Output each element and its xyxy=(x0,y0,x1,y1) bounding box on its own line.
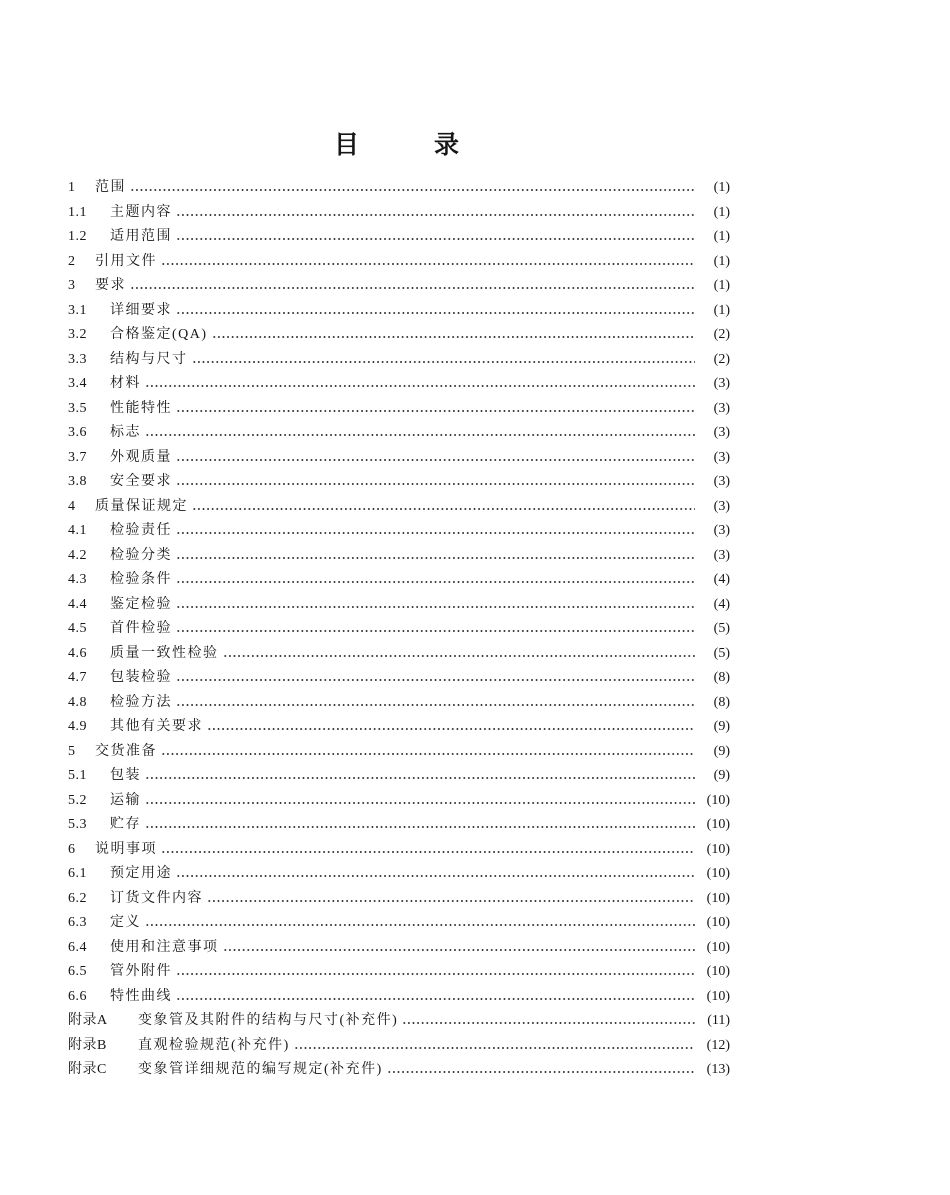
toc-entry xyxy=(68,1009,730,1034)
toc-dot-leader xyxy=(176,985,695,1010)
toc-entry-number: 3.5 xyxy=(68,400,87,416)
toc-entry xyxy=(68,838,730,863)
toc-entry-title: 定义 xyxy=(110,915,141,930)
toc-entry-page-number: (11) xyxy=(707,1013,730,1028)
toc-entry-page-number: (1) xyxy=(713,253,730,269)
toc-dot-leader xyxy=(212,323,695,348)
toc-dot-leader xyxy=(145,421,695,446)
toc-entry-title: 范围 xyxy=(95,180,126,195)
toc-entry-title: 检验方法 xyxy=(110,694,172,710)
toc-entry-number: 3.1 xyxy=(68,302,87,318)
toc-entry-number: 3.2 xyxy=(68,327,87,342)
toc-entry-number: 4.4 xyxy=(68,596,87,612)
toc-entry-number: 3 xyxy=(68,278,76,293)
toc-entry-page-number: (10) xyxy=(706,915,730,930)
toc-entry-page-number: (8) xyxy=(713,670,730,685)
toc-dot-leader xyxy=(176,299,695,324)
toc-entry-title: 包装检验 xyxy=(110,670,172,685)
toc-entry xyxy=(68,593,730,618)
toc-entry-number: 5.1 xyxy=(68,768,87,783)
toc-entry xyxy=(68,446,730,471)
toc-entry-number: 6 xyxy=(68,841,76,857)
toc-dot-leader xyxy=(130,274,695,299)
toc-entry-number: 6.2 xyxy=(68,890,87,906)
toc-entry-number: 5.2 xyxy=(68,792,87,808)
toc-entry-number: 附录A xyxy=(68,1013,108,1028)
toc-entry-title: 运输 xyxy=(110,792,141,808)
toc-entry-number: 6.4 xyxy=(68,939,87,955)
toc-entry-page-number: (3) xyxy=(713,474,730,489)
toc-entry-number: 3.6 xyxy=(68,425,87,440)
page-title: 目录 xyxy=(334,132,535,159)
toc-entry xyxy=(68,250,730,275)
toc-entry-title: 合格鉴定(QA) xyxy=(110,327,208,342)
toc-entry xyxy=(68,519,730,544)
toc-entry-number: 附录C xyxy=(68,1062,107,1077)
toc-entry-title: 质量保证规定 xyxy=(95,498,188,514)
toc-dot-leader xyxy=(145,372,695,397)
toc-entry-title: 使用和注意事项 xyxy=(110,939,219,955)
toc-dot-leader xyxy=(176,519,695,544)
toc-entry-number: 1.2 xyxy=(68,229,87,244)
toc-dot-leader xyxy=(145,764,695,789)
toc-entry xyxy=(68,789,730,814)
toc-entry xyxy=(68,1034,730,1059)
toc-entry xyxy=(68,617,730,642)
toc-dot-leader xyxy=(176,201,695,226)
toc-entry-title: 检验分类 xyxy=(110,547,172,563)
toc-entry-number: 3.8 xyxy=(68,474,87,489)
toc-entry-page-number: (2) xyxy=(713,351,730,367)
toc-entry xyxy=(68,225,730,250)
toc-entry-title: 检验条件 xyxy=(110,572,172,587)
toc-entry xyxy=(68,1058,730,1083)
toc-entry-title: 包装 xyxy=(110,768,141,783)
toc-entry-title: 质量一致性检验 xyxy=(110,645,219,661)
toc-entry-number: 6.1 xyxy=(68,866,87,881)
toc-entry-number: 6.6 xyxy=(68,988,87,1004)
toc-entry-page-number: (5) xyxy=(713,621,730,636)
toc-entry-title: 特性曲线 xyxy=(110,988,172,1004)
toc-entry-page-number: (9) xyxy=(713,719,730,734)
toc-entry xyxy=(68,544,730,569)
toc-dot-leader xyxy=(207,715,695,740)
toc-dot-leader xyxy=(176,862,695,887)
toc-entry-page-number: (9) xyxy=(713,768,730,783)
toc-entry xyxy=(68,764,730,789)
toc-entry-number: 3.3 xyxy=(68,351,87,367)
toc-entry-title: 引用文件 xyxy=(95,253,157,269)
toc-entry-number: 4.7 xyxy=(68,670,87,685)
toc-entry-number: 6.3 xyxy=(68,915,87,930)
toc-entry-page-number: (2) xyxy=(713,327,730,342)
toc-entry xyxy=(68,666,730,691)
toc-entry-number: 4.6 xyxy=(68,645,87,661)
toc-entry xyxy=(68,323,730,348)
toc-dot-leader xyxy=(145,789,695,814)
toc-entry-number: 5 xyxy=(68,743,76,759)
toc-entry-title: 标志 xyxy=(110,425,141,440)
toc-entry-page-number: (3) xyxy=(713,425,730,440)
toc-entry-page-number: (3) xyxy=(713,547,730,563)
toc-entry-page-number: (13) xyxy=(706,1062,730,1077)
toc-entry-page-number: (3) xyxy=(713,523,730,538)
toc-dot-leader xyxy=(223,642,696,667)
toc-dot-leader xyxy=(294,1034,695,1059)
toc-dot-leader xyxy=(223,936,696,961)
toc-dot-leader xyxy=(176,617,695,642)
toc-entry xyxy=(68,911,730,936)
toc-entry-page-number: (12) xyxy=(706,1037,730,1053)
toc-entry-page-number: (1) xyxy=(713,278,730,293)
toc-entry-title: 订货文件内容 xyxy=(110,890,203,906)
toc-entry xyxy=(68,691,730,716)
toc-entry-title: 安全要求 xyxy=(110,474,172,489)
toc-entry-page-number: (10) xyxy=(706,939,730,955)
toc-entry-number: 附录B xyxy=(68,1037,107,1053)
toc-entry-title: 贮存 xyxy=(110,817,141,832)
toc-entry-title: 直观检验规范(补充件) xyxy=(138,1037,290,1053)
toc-entry-title: 交货准备 xyxy=(95,743,157,759)
toc-entry-number: 4.3 xyxy=(68,572,87,587)
toc-entry-title: 详细要求 xyxy=(110,302,172,318)
toc-entry xyxy=(68,813,730,838)
toc-entry-page-number: (3) xyxy=(713,376,730,391)
toc-entry-number: 3.7 xyxy=(68,449,87,465)
toc-entry xyxy=(68,176,730,201)
toc-entry-page-number: (10) xyxy=(706,964,730,979)
toc-entry-title: 其他有关要求 xyxy=(110,719,203,734)
toc-entry-title: 外观质量 xyxy=(110,449,172,465)
table-of-contents xyxy=(68,176,730,1083)
toc-entry-title: 材料 xyxy=(110,376,141,391)
toc-entry-title: 结构与尺寸 xyxy=(110,351,188,367)
toc-dot-leader xyxy=(176,960,695,985)
toc-entry-number: 4.1 xyxy=(68,523,87,538)
toc-entry-title: 变象管详细规范的编写规定(补充件) xyxy=(138,1062,383,1077)
toc-entry-number: 2 xyxy=(68,253,76,269)
toc-entry xyxy=(68,299,730,324)
toc-entry-page-number: (1) xyxy=(713,302,730,318)
toc-entry-page-number: (8) xyxy=(713,694,730,710)
toc-dot-leader xyxy=(402,1009,695,1034)
toc-entry xyxy=(68,642,730,667)
toc-entry-number: 4 xyxy=(68,498,76,514)
toc-dot-leader xyxy=(161,250,695,275)
toc-entry-page-number: (4) xyxy=(713,596,730,612)
toc-entry xyxy=(68,862,730,887)
toc-entry-page-number: (5) xyxy=(713,645,730,661)
toc-entry-page-number: (10) xyxy=(706,988,730,1004)
toc-dot-leader xyxy=(176,691,695,716)
toc-entry-page-number: (3) xyxy=(713,498,730,514)
toc-entry-page-number: (1) xyxy=(713,180,730,195)
toc-entry xyxy=(68,936,730,961)
toc-dot-leader xyxy=(176,666,695,691)
toc-entry-page-number: (10) xyxy=(706,890,730,906)
toc-dot-leader xyxy=(161,838,695,863)
toc-entry-number: 6.5 xyxy=(68,964,87,979)
toc-entry xyxy=(68,887,730,912)
toc-dot-leader xyxy=(176,397,695,422)
toc-dot-leader xyxy=(130,176,695,201)
toc-entry xyxy=(68,495,730,520)
toc-entry-title: 首件检验 xyxy=(110,621,172,636)
toc-entry xyxy=(68,421,730,446)
toc-entry-page-number: (9) xyxy=(713,743,730,759)
toc-entry xyxy=(68,985,730,1010)
toc-entry xyxy=(68,470,730,495)
toc-dot-leader xyxy=(192,348,696,373)
toc-entry-page-number: (1) xyxy=(713,204,730,220)
toc-dot-leader xyxy=(176,446,695,471)
toc-entry-page-number: (4) xyxy=(713,572,730,587)
toc-entry xyxy=(68,568,730,593)
toc-dot-leader xyxy=(387,1058,695,1083)
toc-entry-title: 要求 xyxy=(95,278,126,293)
toc-entry xyxy=(68,740,730,765)
toc-dot-leader xyxy=(176,544,695,569)
toc-entry-number: 1.1 xyxy=(68,204,87,220)
toc-entry-title: 管外附件 xyxy=(110,964,172,979)
toc-entry-page-number: (3) xyxy=(713,400,730,416)
toc-dot-leader xyxy=(176,593,695,618)
toc-entry-title: 预定用途 xyxy=(110,866,172,881)
toc-entry-title: 适用范围 xyxy=(110,229,172,244)
toc-entry xyxy=(68,201,730,226)
toc-entry-number: 3.4 xyxy=(68,376,87,391)
toc-entry xyxy=(68,397,730,422)
toc-dot-leader xyxy=(161,740,695,765)
toc-entry-title: 变象管及其附件的结构与尺寸(补充件) xyxy=(138,1013,399,1028)
toc-entry-title: 说明事项 xyxy=(95,841,157,857)
toc-entry-title: 主题内容 xyxy=(110,204,172,220)
toc-entry-page-number: (1) xyxy=(713,229,730,244)
toc-entry xyxy=(68,372,730,397)
toc-entry-number: 4.5 xyxy=(68,621,87,636)
toc-entry-number: 4.2 xyxy=(68,547,87,563)
toc-entry xyxy=(68,274,730,299)
toc-entry xyxy=(68,715,730,740)
toc-dot-leader xyxy=(192,495,695,520)
toc-entry-page-number: (10) xyxy=(706,866,730,881)
toc-entry-number: 1 xyxy=(68,180,76,195)
toc-dot-leader xyxy=(176,225,695,250)
toc-dot-leader xyxy=(176,470,695,495)
toc-entry-page-number: (10) xyxy=(706,817,730,832)
toc-entry-number: 4.9 xyxy=(68,719,87,734)
toc-entry-page-number: (10) xyxy=(706,792,730,808)
toc-entry-title: 性能特性 xyxy=(110,400,172,416)
toc-dot-leader xyxy=(207,887,695,912)
toc-entry-number: 4.8 xyxy=(68,694,87,710)
toc-dot-leader xyxy=(145,813,695,838)
toc-entry-number: 5.3 xyxy=(68,817,87,832)
toc-entry xyxy=(68,960,730,985)
toc-dot-leader xyxy=(145,911,695,936)
toc-entry-page-number: (10) xyxy=(706,841,730,857)
toc-entry-title: 鉴定检验 xyxy=(110,596,172,612)
toc-entry xyxy=(68,348,730,373)
toc-entry-title: 检验责任 xyxy=(110,523,172,538)
toc-entry-page-number: (3) xyxy=(713,449,730,465)
toc-dot-leader xyxy=(176,568,695,593)
